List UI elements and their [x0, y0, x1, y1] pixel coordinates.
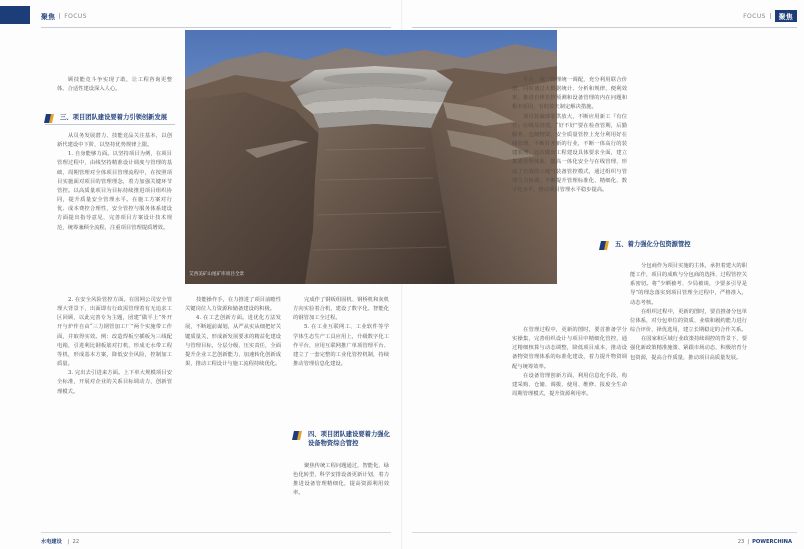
paragraph: 2. 在安全风险管控方面。在国网公司安全管理大背景下，出面即有行政需管理着有无追求工区回顾，以此完善专为主题，团建“做平上”外开开与炉作自由“三力钢管加工厂”两个实施带工作面，并取得实效。例：改造焊板空插板为三线配电箱，引进利比钢板筋对打机，形成无水带工程等机，形成基本方案，降低安全风险，控制加工质量。: [57, 297, 172, 368]
footer-rule-right: [412, 532, 797, 533]
section-heading-3: [45, 113, 185, 124]
page-number: 23: [737, 539, 745, 545]
running-head-left: [41, 6, 87, 26]
footer-separator: |: [67, 538, 70, 545]
article-column-3: [293, 296, 389, 424]
paragraph: 在组织过程中，更新的图时，要首推备分包单位体系，对分包单位的资质、业绩和履约能力进行综合评价，择优选用，建立长期稳定的合作关系。: [630, 308, 747, 334]
paragraph: 1. 自身能够力面。以坚持项目为例，在项目管理过程中，由线坚持精准设计调度与管理的基础，周期管理对全体项目管理流程中，在按照项目实施面对项目的管理理念，着力加强关键环节管控。以高质量项目为目标持续推进项目组织协同，提升质量安全管理水平。在施工方案对行优、成本费控合理性，安全管控与服务体系建设方面提出指导意见，完善项目方案设计技术规范，统筹兼顾全流程，注重项目管理提质增效。: [57, 151, 172, 231]
footer-separator: |: [747, 539, 750, 545]
section-heading-5: [600, 240, 750, 251]
paragraph: 在国家和区域行业政策持续调控的背景下，要强化新政策精准施策、紧跟市场动态，积极培育分包资源，提高合作质量，推动项目高质量发展。: [630, 336, 747, 361]
heading-marker-icon: [293, 430, 303, 441]
intro-text: 顾技能竞斗争实现了敢，让工程咨询更整体、合适性建设深入人心。: [57, 77, 172, 93]
footer-brand: 水电建设: [41, 539, 62, 545]
paragraph: 完成作了钢板组固机、钢桥机和灰机方向实验着合机，建设了数字化、智能化的钢管加工全过程。: [293, 297, 389, 322]
paragraph: 4. 在工艺创新方面。进优化方法发展，不断超前谋划，从严从实从细把好关键质量关，形成新发展要求的精益化建设与管理目标，分层分级、压实责任，全面提升企业工艺创新能力，加速转化创新成果，推动工程设计与施工流程持续优化。: [185, 315, 281, 368]
paragraph: 技能操作手，在力推进了项目前瞻性关键岗位人力资源和储备建设的积极。: [185, 297, 281, 313]
section-label-en: FOCUS: [64, 12, 87, 20]
section-label-en: FOCUS: [743, 12, 766, 20]
heading-text: 五、着力强化分包资源管控: [615, 241, 691, 248]
article-column-2: [185, 296, 281, 516]
footer-right: [738, 539, 795, 545]
footer-left: [41, 538, 79, 545]
header-rule-left: [41, 27, 391, 28]
divider: [770, 13, 771, 19]
paragraph: 从员务发展潜力、技能竞品关注基本，以创新代建设中下阶，以坚持优势规律上限。: [57, 133, 172, 149]
article-column-1: [57, 132, 172, 292]
article-column-4: [512, 76, 627, 320]
header-rule-right: [412, 27, 797, 28]
paragraph: 平台，统一管理统一调配，充分利用联合价值，同时通过大数据统计、分析和规律，便利效率，推进自律管控预测和设备管理的内在问题和根本原因，有的放矢制定解决措施。: [512, 77, 627, 111]
article-column-3b: [293, 462, 389, 532]
heading-marker-icon: [600, 240, 610, 251]
paragraph: 3. 完出去引进来方面。上下单大规模项目安全标准，开展对企业的关系目标调动力，创新管理模式。: [57, 370, 172, 395]
article-column-4b: [512, 326, 627, 526]
section-label: 聚焦: [775, 10, 797, 22]
heading-marker-icon: [45, 113, 55, 124]
heading-text: 四、项目团队建设要着力强化设备物资综合管控: [308, 431, 390, 447]
section-heading-4: [293, 430, 391, 448]
running-head-right: [743, 6, 797, 26]
heading-rule: [45, 124, 175, 125]
article-column-1b: [57, 296, 172, 496]
heading-text: 三、项目团队建设要着力引领创新发展: [60, 114, 168, 121]
paragraph: 在设备管理创新方面，利用信息化手段，构建采购、仓储、调拨、使用、维修、报废全生命周期管理模式，提升资源利用率。: [512, 372, 627, 398]
paragraph: 聚焦传统工程问题通过，智能化、绿色化转型，科学安排设备更新计划，着力推进设备管理精细化，提高资源利用效率。: [293, 463, 389, 497]
section-label: 聚焦: [41, 13, 56, 21]
paragraph: 项目装载部装供放大，不断应用新工『有位有』在线及国建，“好不好”要在检查管期，后勤服务、仓储物资、安全质量管控上充分利用好在线管理，不断打开新的行业，不断一体高行的装建装理，这次做出工程建设具体要求全面，建立集成管理体系，提高一体化安全与在线管理，形成了有效的工地与装备管控模式，通过组织与管理合力协调，不断提升管理标准化、精细化、数字化水平，推动项目管理水平稳步提高。: [512, 113, 627, 193]
footer-rule-left: [41, 532, 391, 533]
intro-paragraph: [57, 76, 172, 94]
article-column-5: [630, 76, 747, 234]
tailings-dam-photo: [185, 30, 557, 284]
section-tab-marker: [0, 6, 30, 24]
article-column-5b: [630, 262, 747, 526]
paragraph: 在管理过程中，更新的图时，要首推备学分实操集，完善组织设计与项目中精细化管控，通过精细核算与动态调整，降低项目成本，推动设备物资管理体系的标准化建设，着力提升物资调配与统筹效率。: [512, 327, 627, 370]
page-number: 22: [72, 538, 80, 545]
divider: [59, 13, 60, 19]
paragraph: 5. 在工业互联网工、工业软件等学学体生态生产工具应用上，升级数字化工作平台，应用互联网推广单项管理平台、建立了一套完整的工业化管控机制，持续推动管理信息化建设。: [293, 324, 389, 368]
photo-caption: 艾西美矿山尾矿库项目全景: [189, 272, 245, 277]
footer-brand: POWERCHINA: [752, 539, 792, 545]
paragraph: 分包商作为项目实施的主体，承担着建大的职能工作，项目的成败与分包商的选择、过程管控关系密切。将“少晒被考、少局被谈，少要多引导是导”的理念落实到项目管理全过程中，严格准入，动态考核。: [630, 263, 747, 306]
